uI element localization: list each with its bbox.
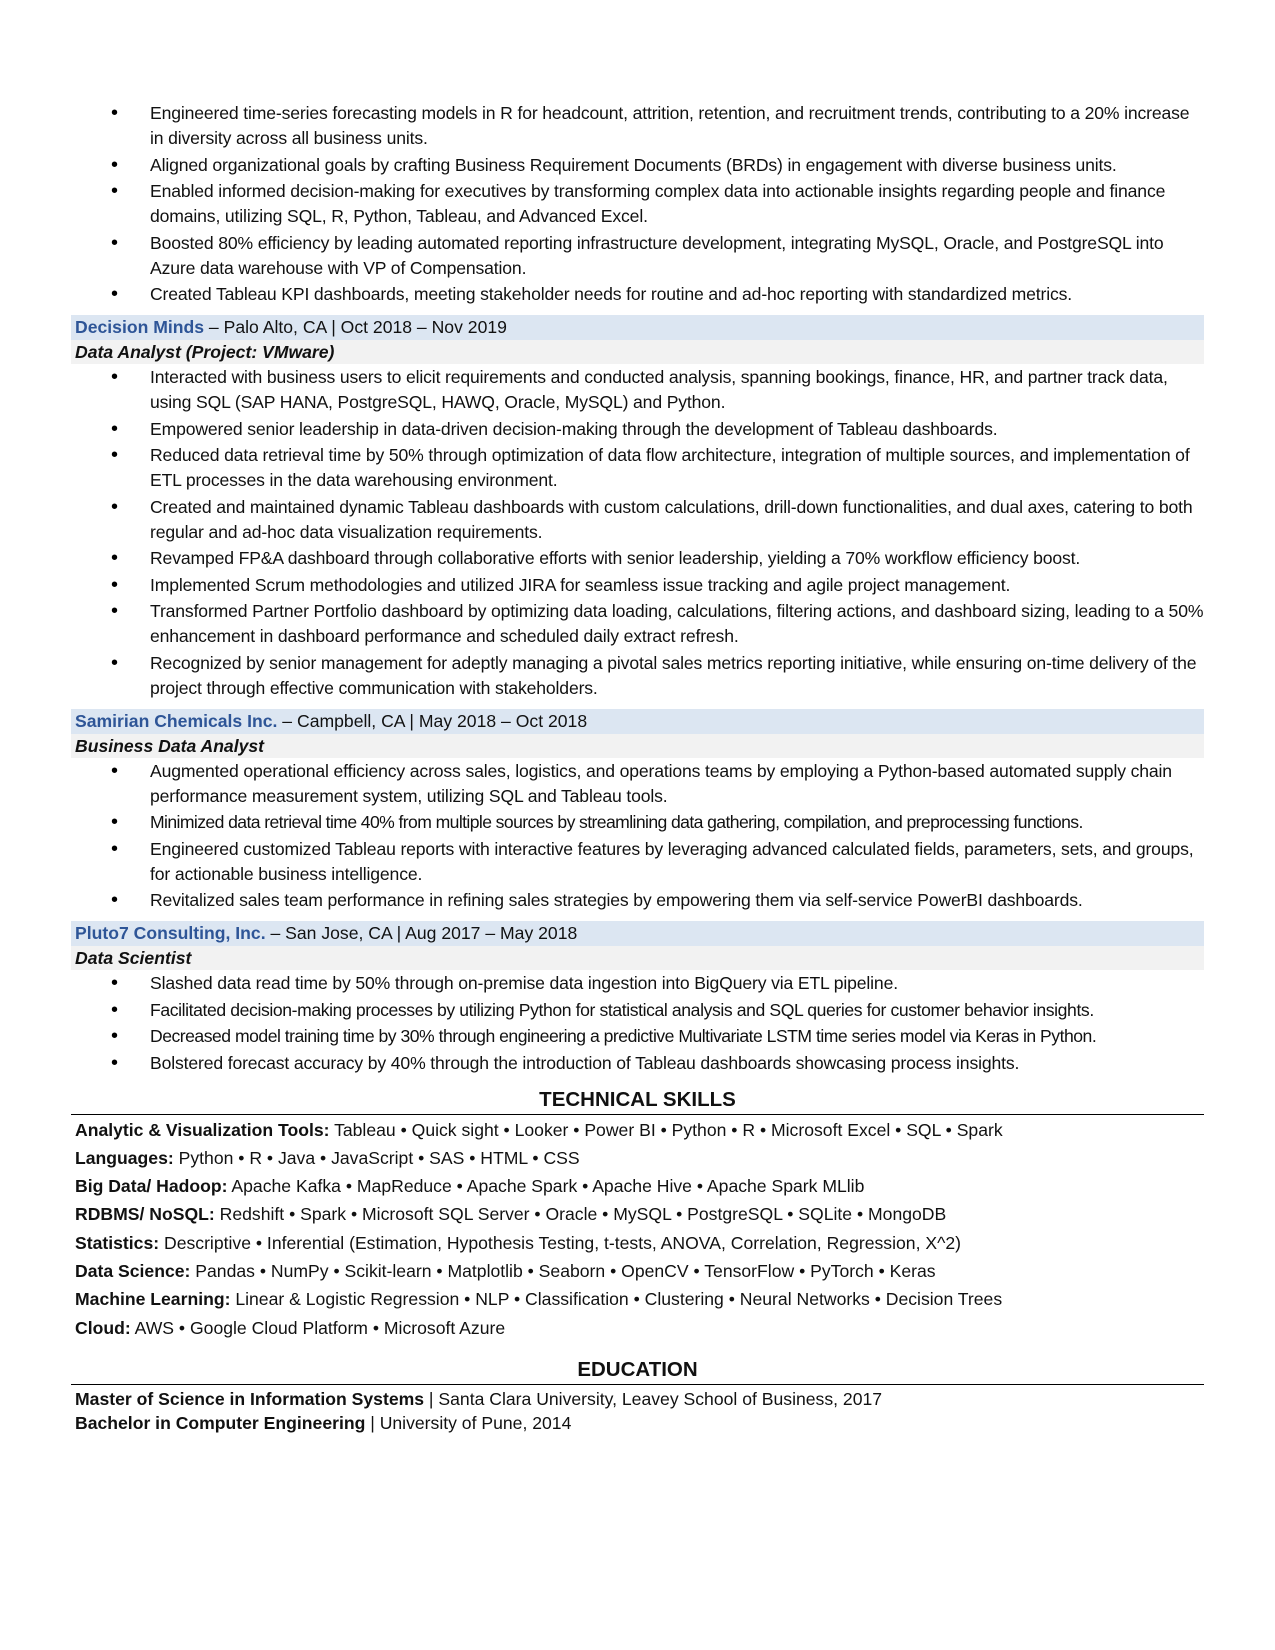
list-item: • Created Tableau KPI dashboards, meeting stakeholder needs for routine and ad-hoc reporting with standardized metrics. [71,282,1204,307]
resume-page [71,0,1204,1435]
skill-value: Tableau • Quick sight • Looker • Power BI • Python • R • Microsoft Excel • SQL • Spark [329,1119,1003,1140]
list-item: • Aligned organizational goals by crafting Business Requirement Documents (BRDs) in engagement with diverse business units. [71,153,1204,178]
list-item: • Reduced data retrieval time by 50% through optimization of data flow architecture, integration of multiple sources, and implementation of ETL processes in the data warehousing environment. [71,443,1204,493]
list-item: • Minimized data retrieval time 40% from multiple sources by streamlining data gathering, compilation, and preprocessing functions. [71,810,1204,835]
list-item: • Enabled informed decision-making for executives by transforming complex data into actionable insights regarding people and finance domains, utilizing SQL, R, Python, Tableau, and Advanced Excel. [71,179,1204,229]
job-title: Data Scientist [71,946,1204,970]
skill-label: Data Science: [75,1260,191,1281]
section-title-technical-skills: TECHNICAL SKILLS [71,1086,1204,1115]
skill-row [71,1200,1204,1228]
list-item: • Engineered customized Tableau reports with interactive features by leveraging advanced calculated fields, parameters, sets, and groups, for actionable business intelligence. [71,837,1204,887]
job-details: – Palo Alto, CA | Oct 2018 – Nov 2019 [204,317,507,337]
list-item: • Facilitated decision-making processes by utilizing Python for statistical analysis and SQL queries for customer behavior insights. [71,998,1204,1023]
skill-label: Big Data/ Hadoop: [75,1176,228,1197]
job-header-samirian-chemicals [71,709,1204,734]
skill-row [71,1257,1204,1285]
skill-label: Statistics: [75,1232,160,1253]
job-bullet-list [71,971,1204,1076]
job-details: – Campbell, CA | May 2018 – Oct 2018 [277,710,588,731]
list-item: • Augmented operational efficiency across sales, logistics, and operations teams by employing a Python-based automated supply chain performance measurement system, utilizing SQL and Tableau tools. [71,759,1204,809]
skill-value: Descriptive • Inferential (Estimation, Hypothesis Testing, t-tests, ANOVA, Correlation, Regression, X^2) [159,1232,961,1253]
skill-value: Pandas • NumPy • Scikit-learn • Matplotlib • Seaborn • OpenCV • TensorFlow • PyTorch • Keras [190,1260,936,1281]
skill-label: Languages: [75,1147,174,1168]
job-bullet-list [71,759,1204,914]
job-title: Data Analyst (Project: VMware) [71,340,1204,364]
list-item: • Empowered senior leadership in data-driven decision-making through the development of Tableau dashboards. [71,417,1204,442]
skill-value: AWS • Google Cloud Platform • Microsoft Azure [130,1317,506,1338]
skill-row [71,1229,1204,1257]
degree: Master of Science in Information Systems [75,1388,425,1409]
skill-row [71,1144,1204,1172]
list-item: • Revamped FP&A dashboard through collaborative efforts with senior leadership, yielding a 70% workflow efficiency boost. [71,546,1204,571]
skill-value: Linear & Logistic Regression • NLP • Classification • Clustering • Neural Networks • Decision Trees [230,1289,1003,1310]
skill-row [71,1172,1204,1200]
skill-row [71,1116,1204,1144]
job-header-decision-minds [71,315,1204,340]
skill-label: Machine Learning: [75,1289,231,1310]
company-name: Samirian Chemicals Inc. [75,710,278,731]
school: | Santa Clara University, Leavey School of Business, 2017 [424,1388,883,1409]
skill-label: Analytic & Visualization Tools: [75,1119,330,1140]
education-row [71,1387,1204,1411]
degree: Bachelor in Computer Engineering [75,1412,366,1433]
list-item: • Transformed Partner Portfolio dashboard by optimizing data loading, calculations, filtering actions, and dashboard sizing, leading to a 50% enhancement in dashboard performance and scheduled daily extract refresh. [71,599,1204,649]
list-item: • Slashed data read time by 50% through on-premise data ingestion into BigQuery via ETL pipeline. [71,971,1204,996]
skills-list [71,1116,1204,1342]
list-item: • Revitalized sales team performance in refining sales strategies by empowering them via self-service PowerBI dashboards. [71,888,1204,913]
skill-value: Redshift • Spark • Microsoft SQL Server • Oracle • MySQL • PostgreSQL • SQLite • MongoDB [214,1204,947,1225]
list-item: • Implemented Scrum methodologies and utilized JIRA for seamless issue tracking and agile project management. [71,573,1204,598]
list-item: • Recognized by senior management for adeptly managing a pivotal sales metrics reporting initiative, while ensuring on-time delivery of the project through effective communication with stakeholders. [71,651,1204,701]
skill-value: Python • R • Java • JavaScript • SAS • HTML • CSS [173,1147,580,1168]
skill-label: RDBMS/ NoSQL: [75,1204,215,1225]
job-header-pluto7-consulting [71,921,1204,946]
skill-value: Apache Kafka • MapReduce • Apache Spark • Apache Hive • Apache Spark MLlib [227,1176,865,1197]
skill-row [71,1285,1204,1313]
skill-label: Cloud: [75,1317,131,1338]
company-name: Decision Minds [75,317,205,337]
intro-bullet-list [71,101,1204,307]
education-row [71,1411,1204,1435]
job-details: – San Jose, CA | Aug 2017 – May 2018 [265,923,578,943]
list-item: • Engineered time-series forecasting models in R for headcount, attrition, retention, and recruitment trends, contributing to a 20% increase in diversity across all business units. [71,101,1204,151]
list-item: • Interacted with business users to elicit requirements and conducted analysis, spanning bookings, finance, HR, and partner track data, using SQL (SAP HANA, PostgreSQL, HAWQ, Oracle, MySQL) and Python. [71,365,1204,415]
school: | University of Pune, 2014 [365,1412,572,1433]
skill-row [71,1314,1204,1342]
list-item: • Bolstered forecast accuracy by 40% through the introduction of Tableau dashboards showcasing process insights. [71,1051,1204,1076]
list-item: • Decreased model training time by 30% through engineering a predictive Multivariate LSTM time series model via Keras in Python. [71,1024,1204,1049]
company-name: Pluto7 Consulting, Inc. [75,923,266,943]
education-list [71,1387,1204,1435]
list-item: • Created and maintained dynamic Tableau dashboards with custom calculations, drill-down functionalities, and dual axes, catering to both regular and ad-hoc data visualization requirements. [71,495,1204,545]
job-title: Business Data Analyst [71,734,1204,758]
job-bullet-list [71,365,1204,701]
list-item: • Boosted 80% efficiency by leading automated reporting infrastructure development, integrating MySQL, Oracle, and PostgreSQL into Azure data warehouse with VP of Compensation. [71,231,1204,281]
section-title-education: EDUCATION [71,1356,1204,1385]
